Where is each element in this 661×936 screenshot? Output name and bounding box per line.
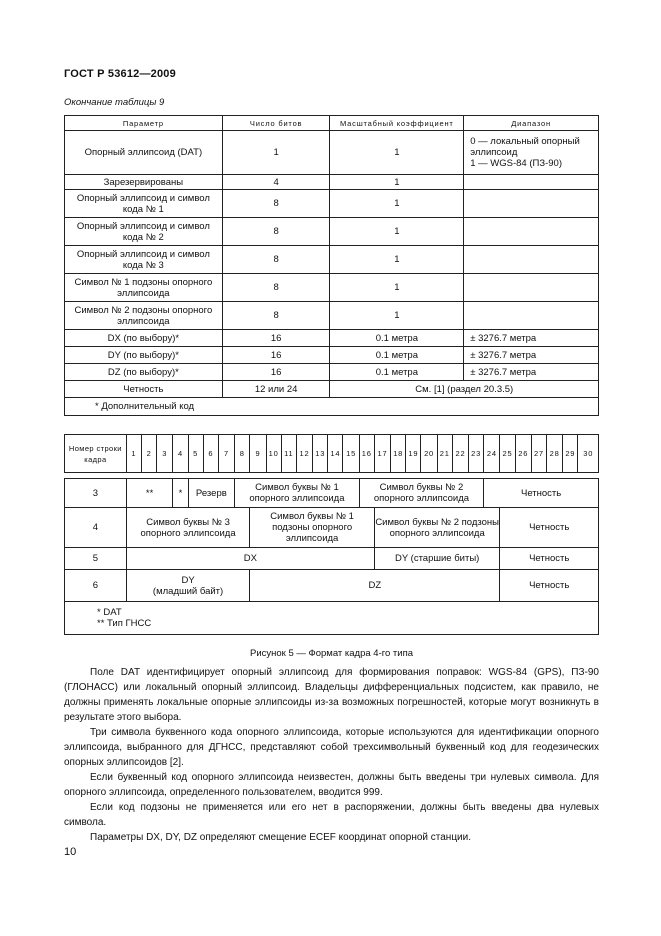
bit-number: 3 [157, 435, 173, 473]
field-dx: DX [126, 548, 374, 570]
bit-number: 27 [531, 435, 546, 473]
bit-number: 20 [421, 435, 437, 473]
bit-number: 21 [437, 435, 452, 473]
cell-scale: 1 [330, 175, 464, 190]
table-row [65, 302, 599, 330]
cell-param: Символ № 2 подзоны опорного эллипсоида [65, 302, 223, 330]
field-gnss-type: ** [126, 479, 173, 508]
col-header-bits: Число битов [222, 116, 330, 131]
field-parity: Четность [500, 570, 599, 602]
parameters-table [64, 115, 599, 416]
frame-row [65, 508, 599, 548]
cell-scale: 1 [330, 274, 464, 302]
bit-number: 28 [547, 435, 563, 473]
bit-number: 12 [296, 435, 312, 473]
cell-scale: 0.1 метра [330, 347, 464, 364]
paragraph: Параметры DX, DY, DZ определяют смещение ECEF координат опорной станции. [90, 832, 472, 843]
field-parity: Четность [500, 548, 599, 570]
cell-range [464, 246, 599, 274]
row-number: 4 [65, 508, 127, 548]
cell-bits: 4 [222, 175, 330, 190]
cell-scale: 1 [330, 302, 464, 330]
frame-row [65, 570, 599, 602]
bit-number: 16 [359, 435, 374, 473]
cell-param: DX (по выбору)* [65, 330, 223, 347]
frame-notes [65, 602, 599, 635]
bit-number: 1 [126, 435, 141, 473]
bit-number: 4 [173, 435, 188, 473]
bit-number: 6 [203, 435, 218, 473]
cell-param: Зарезервированы [65, 175, 223, 190]
field-dat: * [173, 479, 188, 508]
table-row [65, 175, 599, 190]
cell-param: Опорный эллипсоид и символ кода № 3 [65, 246, 223, 274]
cell-param: DY (по выбору)* [65, 347, 223, 364]
cell-param: Четность [65, 381, 223, 398]
paragraph: Если код подзоны не применяется или его нет в распоряжении, должны быть введены два нулевых символа. [64, 802, 599, 828]
cell-scale: 1 [330, 246, 464, 274]
cell-range: ± 3276.7 метра [464, 347, 599, 364]
table-caption: Окончание таблицы 9 [64, 97, 165, 108]
paragraph: Если буквенный код опорного эллипсоида неизвестен, должны быть введены три нулевых символа. Для опорного эллипсоида, определенного пользователем, вводится 999. [64, 772, 599, 798]
cell-scale: 1 [330, 131, 464, 175]
table-row [65, 131, 599, 175]
page-number: 10 [64, 846, 77, 858]
cell-param: Символ № 1 подзоны опорного эллипсоида [65, 274, 223, 302]
note-dat: * DAT [97, 607, 122, 618]
bit-number: 14 [328, 435, 343, 473]
cell-range [464, 218, 599, 246]
bit-number: 29 [563, 435, 578, 473]
table-row [65, 364, 599, 381]
field-dz: DZ [250, 570, 500, 602]
bit-number: 11 [281, 435, 296, 473]
cell-range: ± 3276.7 метра [464, 330, 599, 347]
cell-range: ± 3276.7 метра [464, 364, 599, 381]
cell-scale: 1 [330, 218, 464, 246]
cell-bits: 16 [222, 364, 330, 381]
bit-number: 23 [469, 435, 484, 473]
table-header-row [65, 116, 599, 131]
row-number: 3 [65, 479, 127, 508]
cell-range: 0 — локальный опорный эллипсоид 1 — WGS-84 (ПЗ-90) [464, 131, 599, 175]
row-number: 5 [65, 548, 127, 570]
cell-range [464, 175, 599, 190]
col-header-parameter: Параметр [65, 116, 223, 131]
frame-row [65, 548, 599, 570]
field-dy-high: DY (старшие биты) [374, 548, 500, 570]
col-header-scale: Масштабный коэффициент [330, 116, 464, 131]
paragraph: Три символа буквенного кода опорного эллипсоида, которые используются для идентификации опорного эллипсоида, выбранного для ДГНСС, представляют собой трехсимвольный буквенный код для геодезических опорных эллипсоидов [2]. [64, 727, 599, 768]
bit-number: 5 [188, 435, 203, 473]
body-text [64, 665, 599, 845]
cell-scale: 1 [330, 190, 464, 218]
bit-number: 22 [452, 435, 468, 473]
field-parity: Четность [484, 479, 599, 508]
bit-number: 9 [250, 435, 266, 473]
cell-bits: 8 [222, 274, 330, 302]
table-row [65, 330, 599, 347]
table-footnote: * Дополнительный код [65, 398, 599, 416]
table-footnote-row [65, 398, 599, 416]
note-gnss: ** Тип ГНСС [97, 618, 152, 629]
bit-number: 30 [578, 435, 599, 473]
table-row [65, 347, 599, 364]
bit-number: 2 [141, 435, 156, 473]
bit-number: 24 [484, 435, 500, 473]
cell-reference: См. [1] (раздел 20.3.5) [330, 381, 599, 398]
cell-param: Опорный эллипсоид (DAT) [65, 131, 223, 175]
figure-caption: Рисунок 5 — Формат кадра 4-го типа [249, 648, 414, 659]
table-row [65, 246, 599, 274]
cell-range [464, 190, 599, 218]
field-subzone-char-1: Символ буквы № 1 подзоны опорного эллипсоида [250, 508, 375, 548]
bit-number: 10 [266, 435, 281, 473]
cell-param: Опорный эллипсоид и символ кода № 1 [65, 190, 223, 218]
cell-bits: 1 [222, 131, 330, 175]
field-ellipsoid-char-1: Символ буквы № 1 опорного эллипсоида [235, 479, 360, 508]
bit-number: 19 [406, 435, 421, 473]
table-row-parity [65, 381, 599, 398]
cell-range [464, 302, 599, 330]
frame-row [65, 479, 599, 508]
bit-number: 18 [391, 435, 406, 473]
cell-param: Опорный эллипсоид и символ кода № 2 [65, 218, 223, 246]
cell-bits: 8 [222, 218, 330, 246]
row-number: 6 [65, 570, 127, 602]
table-row [65, 274, 599, 302]
cell-bits: 8 [222, 190, 330, 218]
field-ellipsoid-char-2: Символ буквы № 2 опорного эллипсоида [359, 479, 484, 508]
bit-number: 8 [235, 435, 250, 473]
cell-range [464, 274, 599, 302]
col-header-range: Диапазон [464, 116, 599, 131]
row-number-header: Номер строки кадра [65, 435, 127, 473]
cell-param: DZ (по выбору)* [65, 364, 223, 381]
field-ellipsoid-char-3: Символ буквы № 3 опорного эллипсоида [126, 508, 250, 548]
table-row [65, 218, 599, 246]
field-subzone-char-2: Символ буквы № 2 подзоны опорного эллипсоида [374, 508, 500, 548]
document-header: ГОСТ Р 53612—2009 [64, 68, 176, 80]
bit-number: 15 [343, 435, 359, 473]
field-dy-low: DY (младший байт) [126, 570, 250, 602]
frame-format-table [64, 434, 599, 635]
bit-number: 26 [515, 435, 531, 473]
cell-scale: 0.1 метра [330, 330, 464, 347]
cell-bits: 16 [222, 330, 330, 347]
bit-number: 25 [500, 435, 515, 473]
cell-scale: 0.1 метра [330, 364, 464, 381]
bit-number: 7 [218, 435, 234, 473]
field-parity: Четность [500, 508, 599, 548]
cell-bits: 12 или 24 [222, 381, 330, 398]
cell-bits: 8 [222, 246, 330, 274]
paragraph: Поле DAT идентифицирует опорный эллипсоид для формирования поправок: WGS-84 (GPS), ПЗ-90 (ГЛОНАСС) или локальный опорный эллипсоид. Владельцы дифференциальных подсистем, как правило, не должны применять локальные опорные эллипсоиды из-за возможных погрешностей, которые могут возникнуть в результате этого выбора. [64, 667, 599, 723]
cell-bits: 8 [222, 302, 330, 330]
cell-bits: 16 [222, 347, 330, 364]
notes-row [65, 602, 599, 635]
bit-number: 13 [313, 435, 328, 473]
field-reserved: Резерв [188, 479, 235, 508]
bit-number-row [65, 435, 599, 473]
table-row [65, 190, 599, 218]
bit-number: 17 [374, 435, 390, 473]
